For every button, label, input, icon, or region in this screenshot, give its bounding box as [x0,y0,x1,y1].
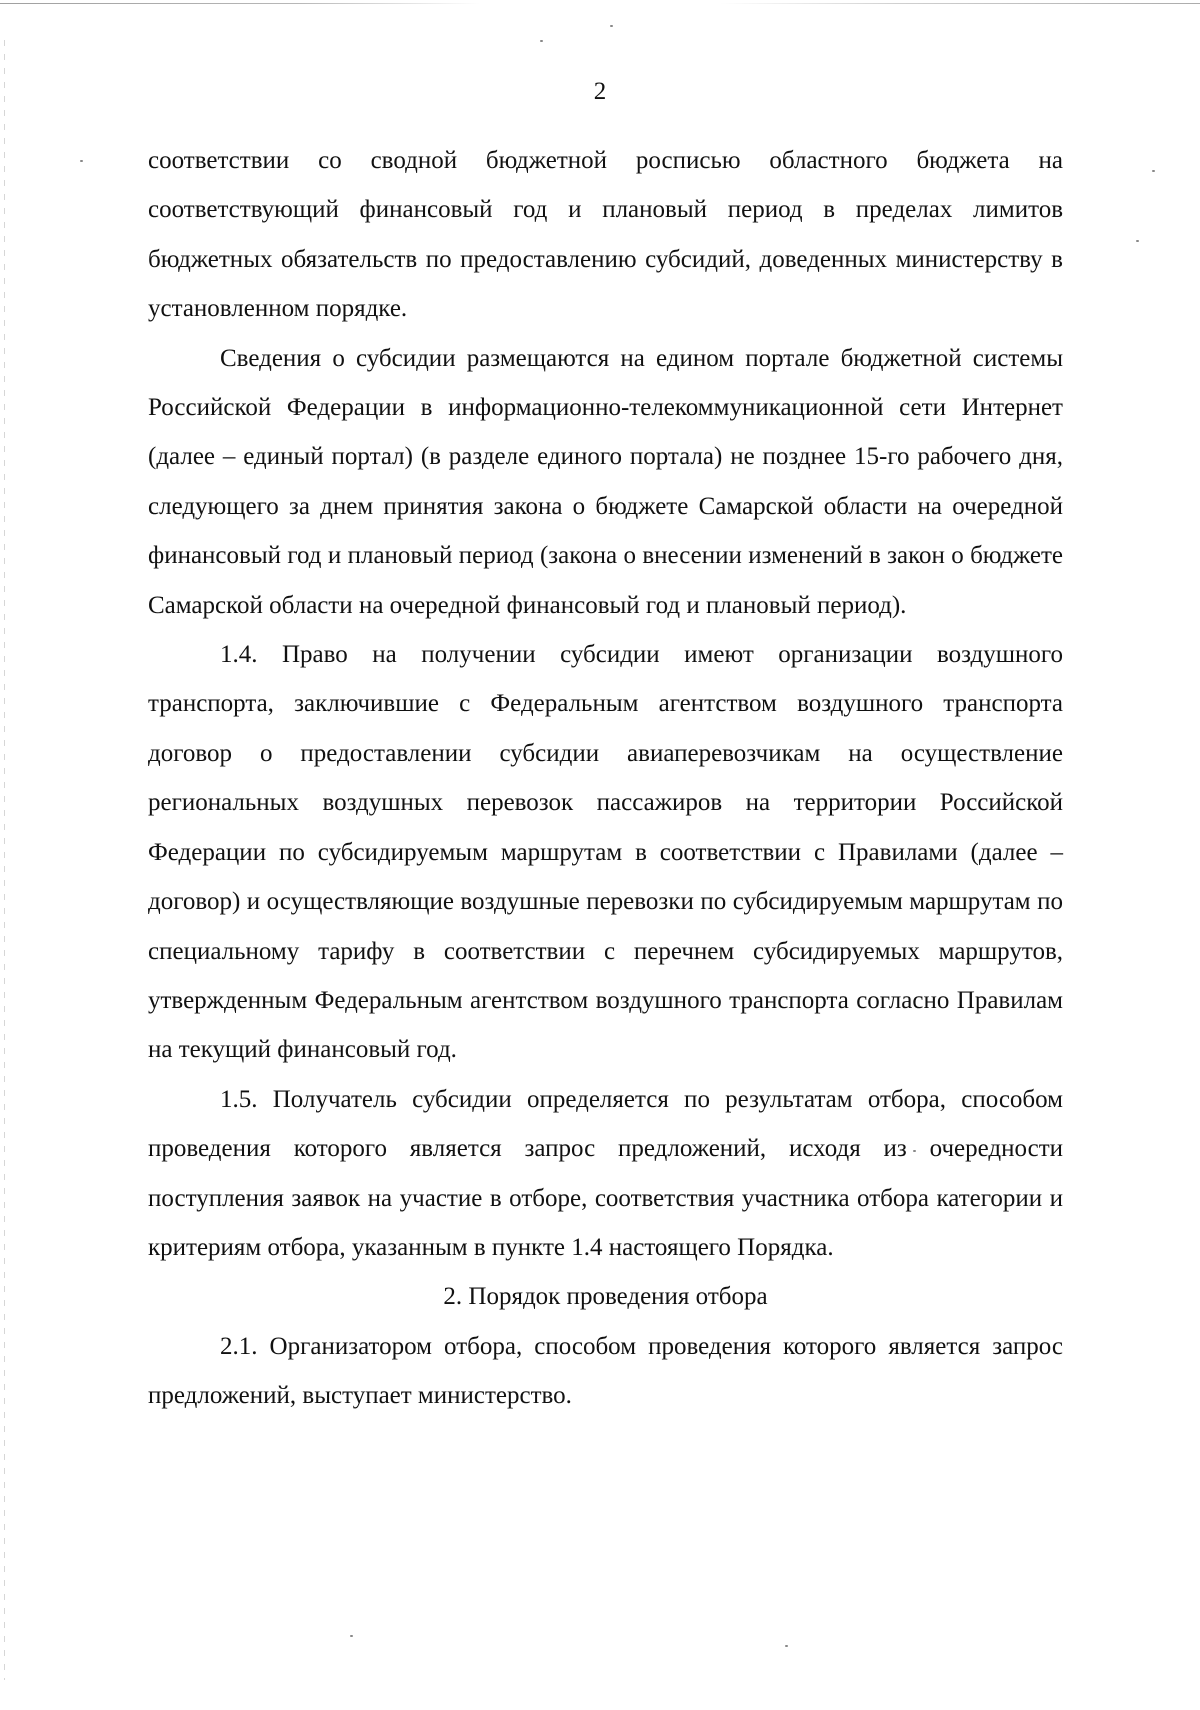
scan-speck [785,1645,788,1647]
scan-speck [80,160,83,162]
scan-speck [350,1635,353,1637]
paragraph-2-1: 2.1. Организатором отбора, способом проведения которого является запрос предложений, выступает министерство. [148,1332,1063,1410]
document-body [148,136,1063,1421]
scan-edge-top [0,3,1200,4]
paragraph-continuation: соответствии со сводной бюджетной росписью областного бюджета на соответствующий финансовый год и плановый период в пределах лимитов бюджетных обязательств по предоставлению субсидий, доведенных министерству в установленном порядке. [148,147,1063,323]
paragraph-1-5: 1.5. Получатель субсидии определяется по результатам отбора, способом проведения которого является запрос предложений, исходя из очередности поступления заявок на участие в отборе, соответствия участника отбора категории и критериям отбора, указанным в пункте 1.4 настоящего Порядка. [148,1085,1063,1261]
paragraph-1-4: 1.4. Право на получении субсидии имеют организации воздушного транспорта, заключившие с Федеральным агентством воздушного транспорта договор о предоставлении субсидии авиаперевозчикам на осуществление региональных воздушных перевозок пассажиров на территории Российской Федерации по субсидируемым маршрутам в соответствии с Правилами (далее – договор) и осуществляющие воздушные перевозки по субсидируемым маршрутам по специальному тарифу в соответствии с перечнем субсидируемых маршрутов, утвержденным Федеральным агентством воздушного транспорта согласно Правилам на текущий финансовый год. [148,641,1063,1064]
section-heading: 2. Порядок проведения отбора [443,1283,768,1311]
scan-speck [1152,170,1155,172]
page-number: 2 [593,78,607,105]
scan-edge-left [4,40,5,1680]
scan-speck [610,25,613,27]
scan-speck [540,40,543,42]
scan-speck [1136,240,1139,242]
paragraph-subsidy-info: Сведения о субсидии размещаются на едином портале бюджетной системы Российской Федерации в информационно-телекоммуникационной сети Интернет (далее – единый портал) (в разделе единого портала) не позднее 15-го рабочего дня, следующего за днем принятия закона о бюджете Самарской области на очередной финансовый год и плановый период (закона о внесении изменений в закон о бюджете Самарской области на очередной финансовый год и плановый период). [148,344,1063,619]
